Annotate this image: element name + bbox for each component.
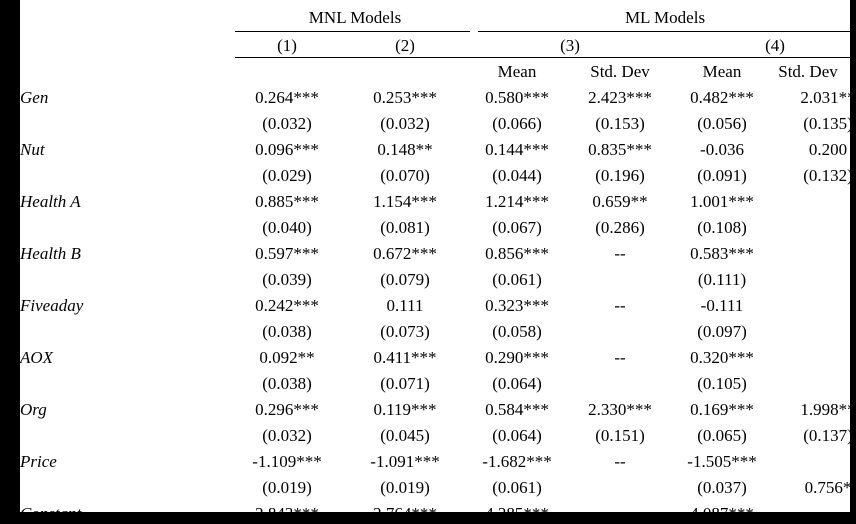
group-header-mnl: MNL Models [308,8,402,27]
coef-cell: 0.200 [808,140,848,159]
coef-cell: -- [614,504,626,523]
coef-cell: 0.580*** [485,88,549,107]
coef-cell: -1.109*** [252,452,322,471]
coef-cell: -- [614,348,626,367]
se-cell: (0.064) [492,426,542,445]
sub-header-sd-3: Std. Dev [590,62,650,81]
row-label: Fiveaday [20,296,84,315]
se-cell: (0.032) [262,114,312,133]
se-cell: (0.135) [803,114,853,133]
se-cell: (0.097) [697,322,747,341]
coef-cell: -1.091*** [370,452,440,471]
se-cell: (0.111) [697,270,747,289]
model-number-3: (3) [560,36,580,55]
row-label: Nut [20,140,45,159]
se-cell: (0.061) [492,270,542,289]
coef-cell: -0.036 [700,140,744,159]
se-cell: (0.019) [380,478,430,497]
coef-cell: 0.264*** [255,88,319,107]
model-number-4: (4) [765,36,785,55]
coef-cell: 0.290*** [485,348,549,367]
coef-cell: 0.323*** [485,296,549,315]
coef-cell: 2.330*** [588,400,652,419]
coef-cell: 0.144*** [485,140,549,159]
se-cell: (0.065) [697,426,747,445]
coef-cell: -- [614,452,626,471]
coef-cell: 4.285*** [485,504,549,523]
coef-cell: 0.242*** [255,296,319,315]
coef-cell: 0.659** [592,192,648,211]
sub-header-mean-4: Mean [702,62,742,81]
se-cell: (0.032) [380,114,430,133]
se-cell: (0.132) [803,166,853,185]
coef-cell: 2.423*** [588,88,652,107]
se-cell: (0.196) [595,166,645,185]
coef-cell: 0.148** [377,140,433,159]
se-cell: (0.029) [262,166,312,185]
se-cell: (0.056) [697,114,747,133]
coef-cell: 1.001*** [690,192,754,211]
se-cell: (0.073) [380,322,430,341]
coef-cell: 0.111 [386,296,424,315]
se-cell: (0.038) [262,374,312,393]
rule-mnl [235,31,470,32]
se-cell: (0.045) [380,426,430,445]
coef-cell: 4.087*** [690,504,754,523]
se-cell: (0.081) [380,218,430,237]
coef-cell: 1.154*** [373,192,437,211]
row-label: Health A [20,192,81,211]
se-cell: (0.038) [262,322,312,341]
sub-header-sd-4: Std. Dev [778,62,838,81]
rule-models [235,57,850,58]
coef-cell: 0.856*** [485,244,549,263]
se-cell: (0.105) [697,374,747,393]
se-cell: (0.137) [803,426,853,445]
coef-cell: 0.672*** [373,244,437,263]
se-cell: (0.151) [595,426,645,445]
model-number-2: (2) [395,36,415,55]
coef-cell: -1.505*** [687,452,757,471]
coef-cell: 0.092** [259,348,315,367]
row-label: Price [20,452,57,471]
se-cell: (0.032) [262,426,312,445]
coef-cell: 2.764*** [373,504,437,523]
coef-cell: -- [614,244,626,263]
regression-table [20,0,856,523]
row-label: Health B [20,244,81,263]
coef-cell: 0.296*** [255,400,319,419]
coef-cell: 0.411*** [373,348,437,367]
se-cell: (0.019) [262,478,312,497]
coef-cell: 0.885*** [255,192,319,211]
coef-cell: 0.482*** [690,88,754,107]
coef-cell: 0.584*** [485,400,549,419]
coef-cell: 1.998** [800,400,856,419]
row-label: Gen [20,88,49,107]
se-cell: (0.037) [697,478,747,497]
se-cell: (0.039) [262,270,312,289]
se-cell: (0.070) [380,166,430,185]
group-header-ml: ML Models [624,8,706,27]
rule-ml [478,31,850,32]
coef-cell: 0.119*** [373,400,437,419]
coef-cell: 0.597*** [255,244,319,263]
se-cell: (0.153) [595,114,645,133]
coef-cell: -- [614,296,626,315]
coef-cell: 0.835*** [588,140,652,159]
coef-cell: 0.253*** [373,88,437,107]
se-cell: (0.079) [380,270,430,289]
coef-cell: -1.682*** [482,452,552,471]
row-label: AOX [20,348,54,367]
coef-cell: 2.031** [800,88,856,107]
sub-header-mean-3: Mean [497,62,537,81]
coef-cell: 0.096*** [255,140,319,159]
se-cell: (0.108) [697,218,747,237]
se-cell: (0.091) [697,166,747,185]
se-cell: (0.067) [492,218,542,237]
se-cell: (0.061) [492,478,542,497]
se-cell: (0.064) [492,374,542,393]
se-cell: (0.066) [492,114,542,133]
se-cell: (0.071) [380,374,430,393]
coef-cell: 2.843*** [255,504,319,523]
model-number-1: (1) [277,36,297,55]
se-cell: (0.286) [595,218,645,237]
coef-cell: 0.169*** [690,400,754,419]
se-cell: (0.058) [492,322,542,341]
coef-cell: 1.214*** [485,192,549,211]
row-label: Constant [20,504,82,523]
coef-cell: -0.111 [700,296,744,315]
row-label: Org [20,400,47,419]
se-cell: (0.044) [492,166,542,185]
coef-cell: 0.583*** [690,244,754,263]
se-cell: (0.040) [262,218,312,237]
se-cell: 0.756* [804,478,852,497]
coef-cell: 0.320*** [690,348,754,367]
